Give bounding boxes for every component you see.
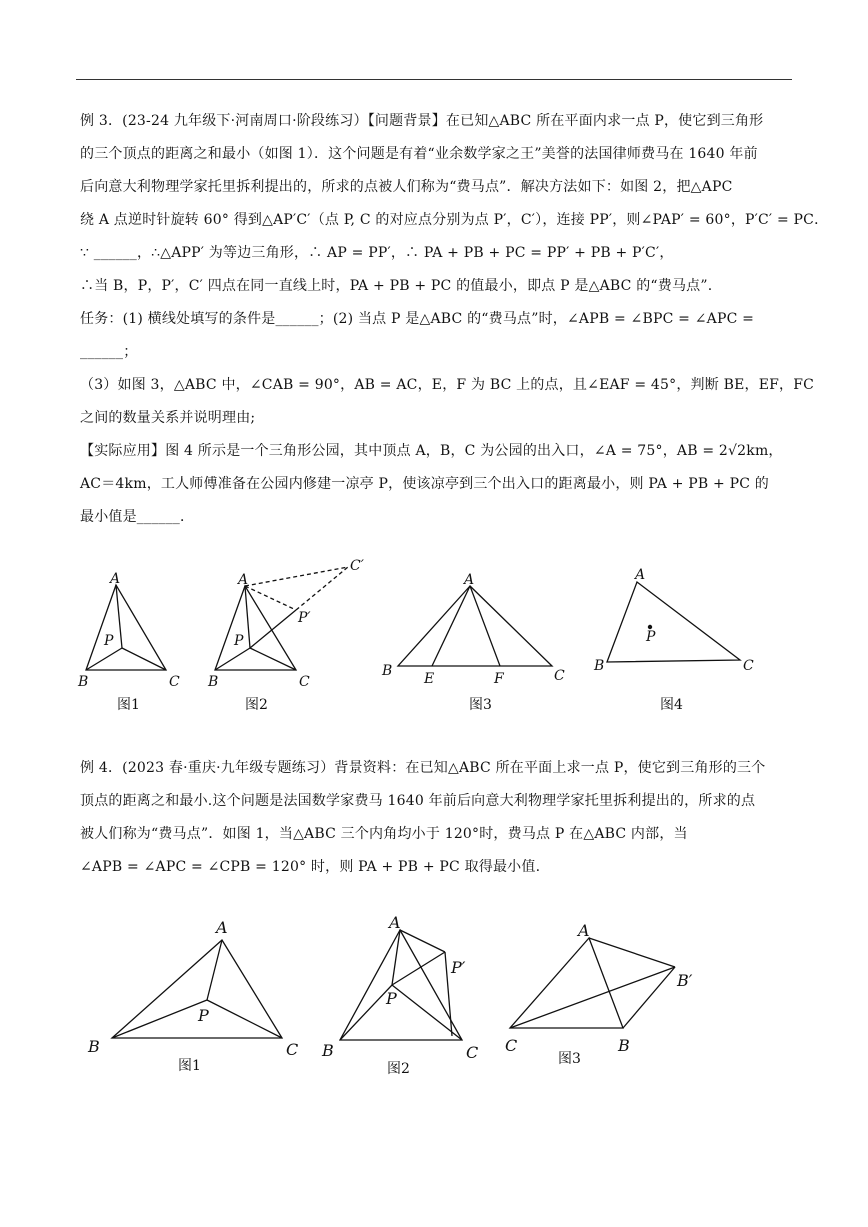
- fig-label: B: [208, 674, 219, 690]
- example-3-text: [80, 105, 829, 534]
- example-3-line: 例 3．(23-24 九年级下·河南周口·阶段练习）【问题背景】在已知△ABC 所在平面内求一点 P，使它到三角形: [80, 113, 764, 129]
- example-4-text: [80, 752, 792, 884]
- fig-label: B: [382, 663, 393, 679]
- figure-caption: 图1: [117, 697, 140, 713]
- fig-label: C: [743, 658, 754, 674]
- fig-label: B: [618, 1036, 630, 1055]
- example-3-line: 最小值是______．: [80, 509, 195, 525]
- figure-caption: 图2: [387, 1061, 410, 1077]
- fig-label: C: [554, 668, 565, 684]
- example-3-line: AC＝4km，工人师傅准备在公园内修建一凉亭 P，使该凉亭到三个出入口的距离最小，则 PA + PB + PC 的: [80, 476, 770, 492]
- fig-label: P′: [298, 610, 311, 626]
- fig-label: C: [505, 1036, 518, 1055]
- fig-label: P: [198, 1006, 209, 1025]
- example-3-line: 任务：(1) 横线处填写的条件是______；(2) 当点 P 是△ABC 的“费马点”时，∠APB = ∠BPC = ∠APC =: [80, 311, 755, 327]
- figure-4-1: [112, 940, 282, 1038]
- figure-caption: 图2: [245, 697, 268, 713]
- fig-label: E: [424, 671, 435, 687]
- figure-4-2: [340, 930, 462, 1040]
- example-3-line: 后向意大利物理学家托里拆利提出的，所求的点被人们称为“费马点”．解决方法如下：如图 2，把△APC: [80, 179, 733, 195]
- fig-label: C: [466, 1043, 479, 1062]
- fig-label: A: [389, 913, 401, 932]
- example-4-line: 被人们称为“费马点”．如图 1，当△ABC 三个内角均小于 120°时，费马点 P 在△ABC 内部，当: [80, 826, 688, 842]
- fig-label: P: [234, 633, 244, 649]
- fig-label: B: [594, 658, 605, 674]
- example-3-line: 绕 A 点逆时针旋转 60° 得到△AP′C′（点 P, C 的对应点分别为点 P′，C′），连接 PP′，则∠PAP′ = 60°，P′C′ = PC．: [80, 212, 829, 228]
- figure-caption: 图3: [469, 697, 492, 713]
- figure-3-4: [607, 582, 740, 662]
- fig-label: C: [286, 1040, 299, 1059]
- fig-label: C: [299, 674, 310, 690]
- example-4-line: 例 4．(2023 春·重庆·九年级专题练习）背景资料：在已知△ABC 所在平面上求一点 P，使它到三角形的三个: [80, 760, 766, 776]
- figure-3-2: [215, 567, 348, 670]
- example-3-line: 之间的数量关系并说明理由;: [80, 410, 256, 426]
- fig-label: F: [494, 671, 504, 687]
- fig-label: B: [78, 674, 89, 690]
- fig-label: A: [578, 921, 590, 940]
- fig-label: P: [104, 633, 114, 649]
- figure-4-3: [510, 938, 675, 1028]
- example-4-line: 顶点的距离之和最小.这个问题是法国数学家费马 1640 年前后向意大利物理学家托里拆利提出的，所求的点: [80, 793, 756, 809]
- figure-caption: 图3: [558, 1051, 581, 1067]
- example-3-line: 的三个顶点的距离之和最小（如图 1）．这个问题是有着“业余数学家之王”美誉的法国律师费马在 1640 年前: [80, 146, 758, 162]
- fig-label: B: [322, 1041, 334, 1060]
- fig-label: C′: [350, 558, 364, 574]
- fig-label: P: [386, 989, 397, 1008]
- example-3-line: ∴当 B，P，P′，C′ 四点在同一直线上时，PA + PB + PC 的值最小，即点 P 是△ABC 的“费马点”.: [80, 278, 713, 294]
- example-4-figures: [0, 905, 868, 1085]
- header-rule: [76, 79, 792, 80]
- fig-label: C: [169, 674, 180, 690]
- fig-label: P′: [451, 958, 466, 977]
- fig-label: A: [216, 918, 228, 937]
- example-3-line: （3）如图 3，△ABC 中，∠CAB = 90°，AB = AC，E，F 为 BC 上的点，且∠EAF = 45°，判断 BE，EF，FC: [80, 377, 815, 393]
- figure-3-1: [86, 585, 166, 670]
- figure-3-3: [398, 586, 552, 666]
- fig-label: A: [238, 572, 249, 588]
- fig-label: A: [635, 567, 646, 583]
- example-3-figures: [0, 550, 868, 725]
- fig-label: A: [464, 572, 475, 588]
- figure-caption: 图1: [178, 1058, 201, 1074]
- example-3-line: 【实际应用】图 4 所示是一个三角形公园，其中顶点 A，B，C 为公园的出入口，∠A = 75°，AB = 2√2km，: [80, 443, 783, 459]
- example-3-line: ∵ ______，∴△APP′ 为等边三角形，∴ AP = PP′，∴ PA + PB + PC = PP′ + PB + P′C′，: [80, 245, 674, 261]
- figure-caption: 图4: [660, 697, 683, 713]
- example-4-line: ∠APB = ∠APC = ∠CPB = 120° 时，则 PA + PB + PC 取得最小值.: [80, 859, 541, 875]
- fig-label: P: [646, 629, 656, 645]
- fig-label: B′: [677, 971, 693, 990]
- example-3-line: ______；: [80, 344, 138, 360]
- fig-label: A: [110, 571, 121, 587]
- fig-label: B: [88, 1037, 100, 1056]
